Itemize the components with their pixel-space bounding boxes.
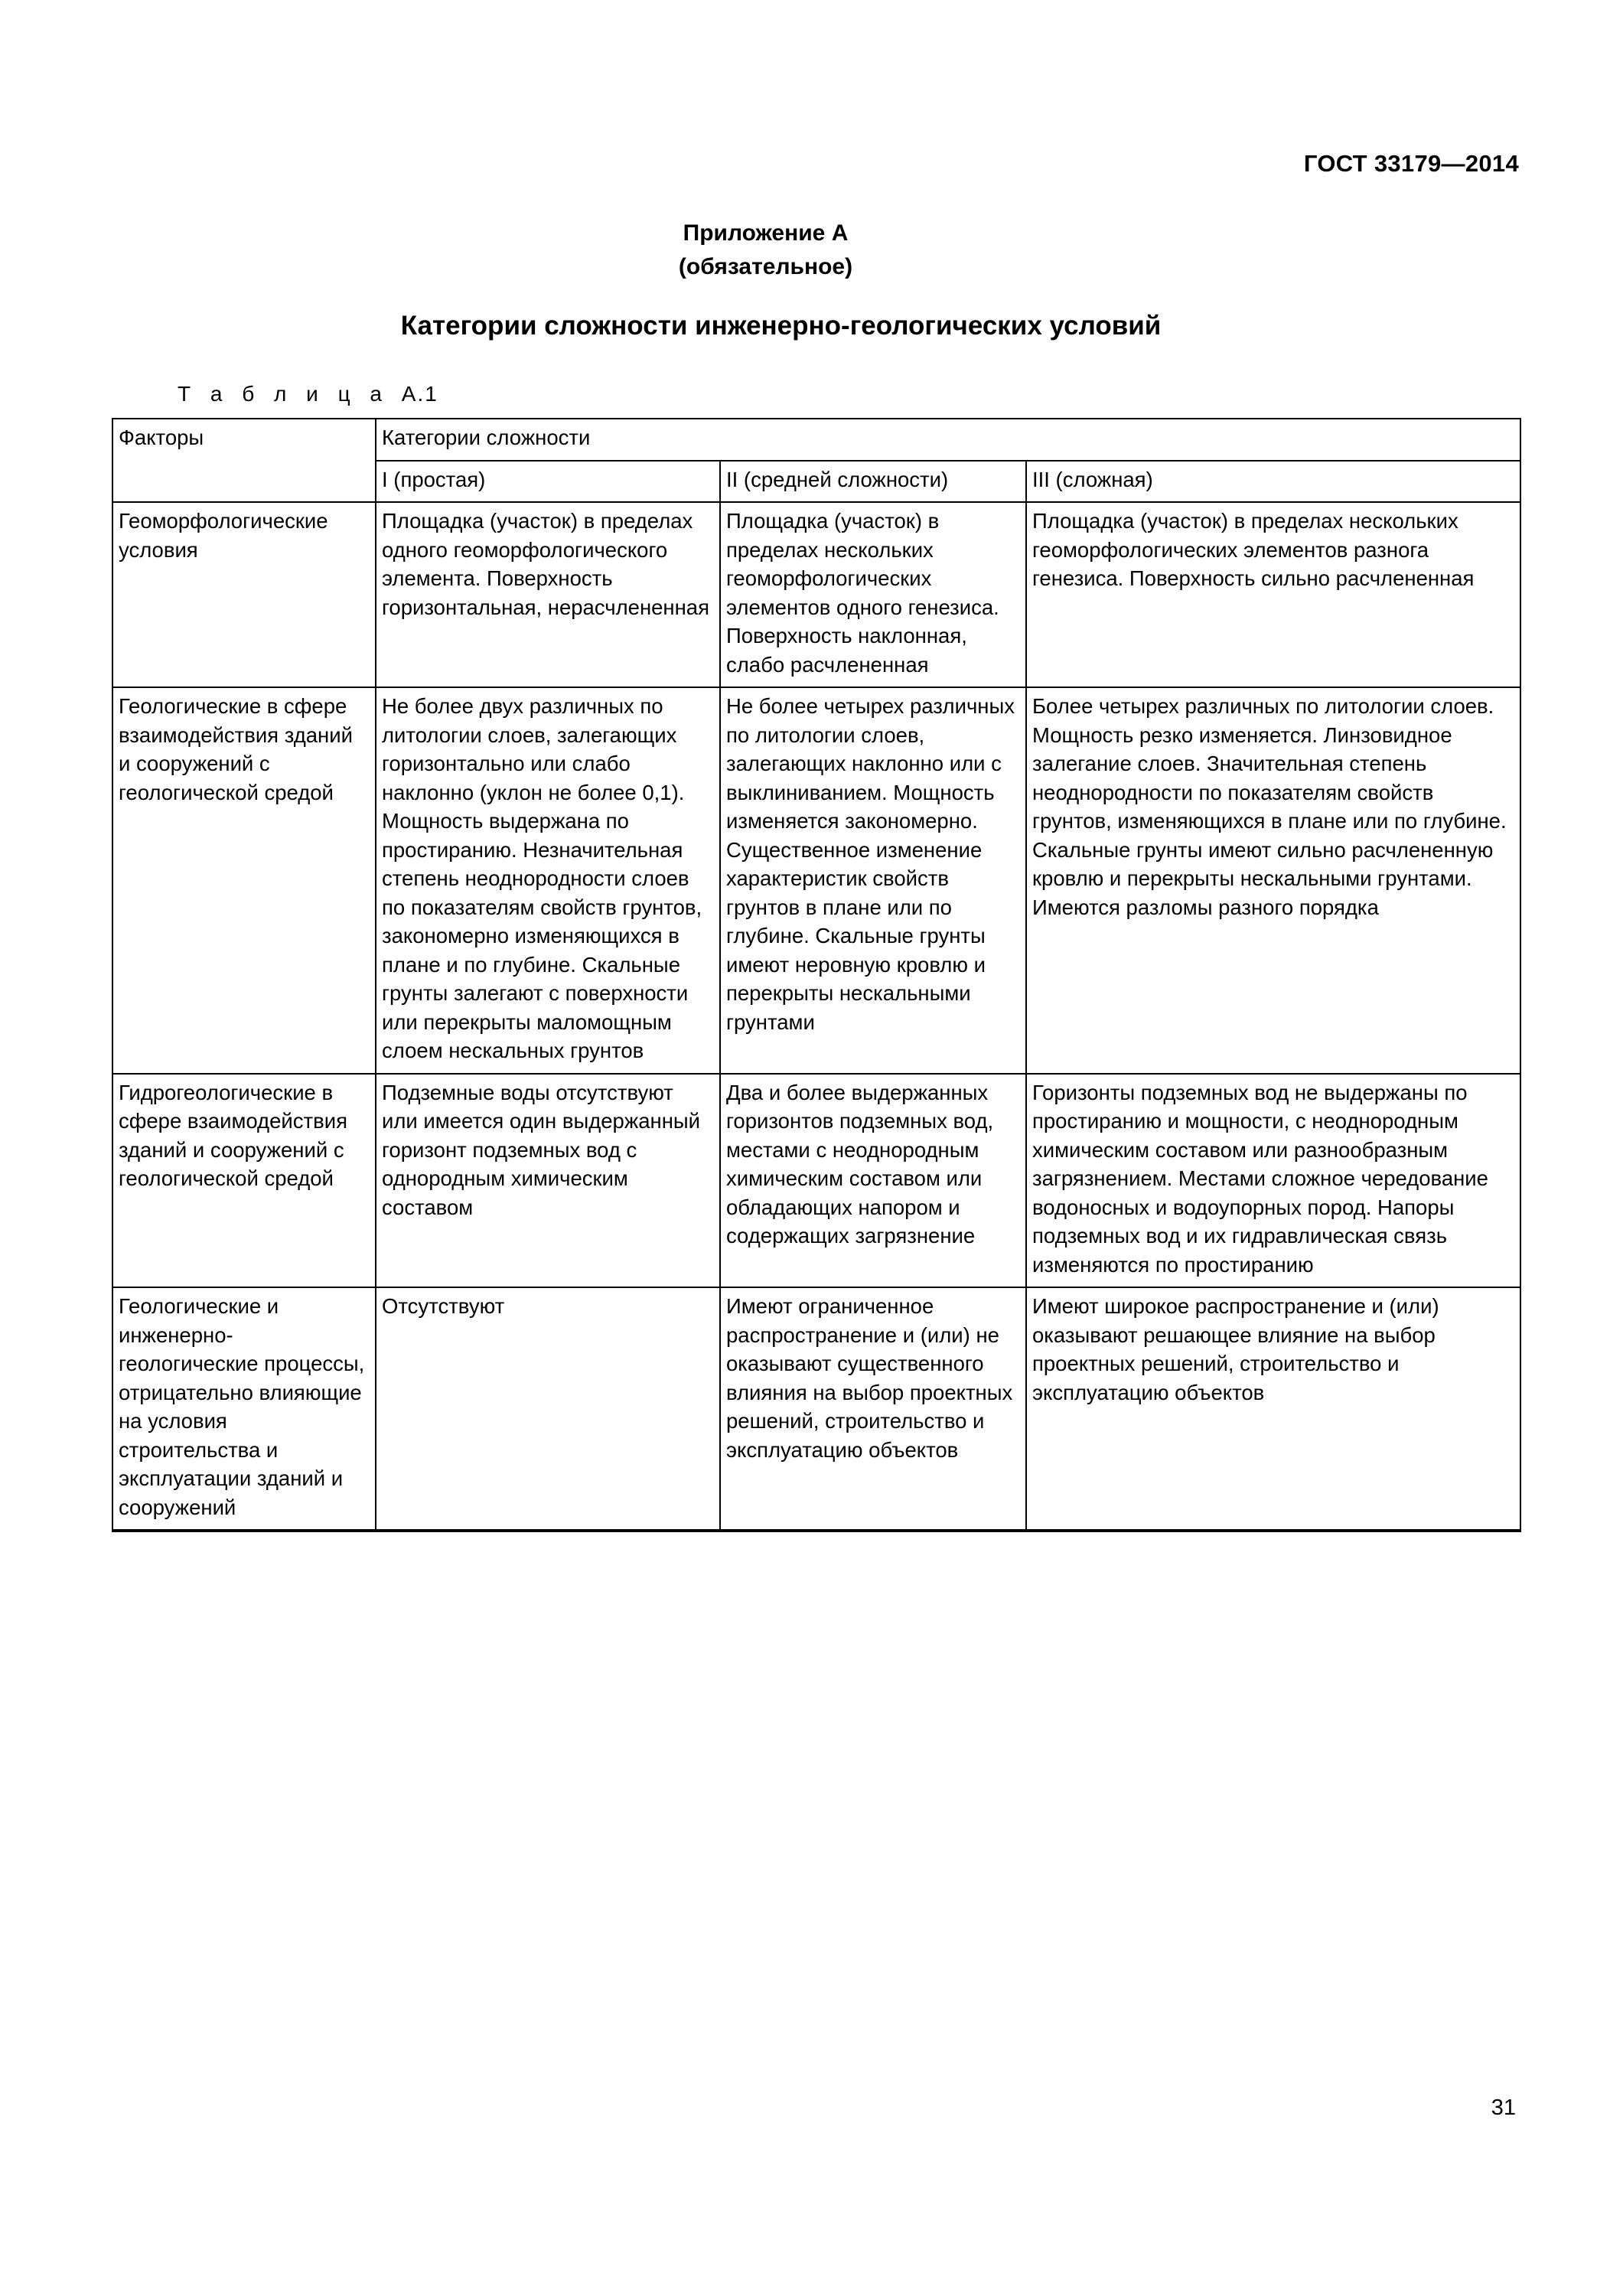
cell-category-2: Два и более выдержанных горизонтов подземных вод, местами с неоднородным химическим составом или обладающих напором и содержащих загрязнение	[720, 1074, 1026, 1288]
cell-factor: Геологические в сфере взаимодействия зданий и сооружений с геологической средой	[112, 687, 376, 1074]
cell-factor: Геоморфологические условия	[112, 502, 376, 687]
cell-category-2: Не более четырех различных по литологии слоев, залегающих наклонно или с выклиниванием. Мощность изменяется закономерно. Существенное изменение характеристик свойств грунтов в плане или по глубине. Скальные грунты имеют неровную кровлю и перекрыты нескальными грунтами	[720, 687, 1026, 1074]
cell-category-2: Имеют ограниченное распространение и (или) не оказывают существенного влияния на выбор проектных решений, строительство и эксплуатацию объектов	[720, 1287, 1026, 1531]
standard-number-header: ГОСТ 33179—2014	[1303, 150, 1519, 177]
cell-category-3: Имеют широкое распространение и (или) оказывают решающее влияние на выбор проектных решений, строительство и эксплуатацию объектов	[1026, 1287, 1520, 1531]
table-row	[112, 502, 1520, 687]
table-row	[112, 1287, 1520, 1531]
table-caption	[178, 382, 438, 406]
cell-category-1: Подземные воды отсутствуют или имеется один выдержанный горизонт подземных вод с однородным химическим составом	[376, 1074, 720, 1288]
cell-category-1: Площадка (участок) в пределах одного геоморфологического элемента. Поверхность горизонтальная, нерасчлененная	[376, 502, 720, 687]
column-header-category-2: II (средней сложности)	[720, 461, 1026, 503]
table-body	[112, 502, 1520, 1531]
appendix-heading	[0, 217, 1623, 284]
table-caption-number: А.1	[401, 382, 438, 406]
appendix-subtitle: (обязательное)	[678, 254, 853, 279]
table-row	[112, 1074, 1520, 1288]
table-header-row-group	[112, 419, 1520, 461]
table-caption-prefix: Т а б л и ц а	[178, 382, 389, 406]
page-title: Категории сложности инженерно-геологических условий	[400, 311, 1162, 341]
column-header-categories-group: Категории сложности	[376, 419, 1520, 461]
cell-category-1: Отсутствуют	[376, 1287, 720, 1531]
column-header-category-3: III (сложная)	[1026, 461, 1520, 503]
page-number: 31	[1491, 2095, 1516, 2120]
column-header-category-1: I (простая)	[376, 461, 720, 503]
column-header-factors: Факторы	[112, 419, 376, 502]
table-row	[112, 687, 1520, 1074]
table-header	[112, 419, 1520, 502]
appendix-title: Приложение А	[683, 220, 849, 246]
table-a1-wrapper	[112, 418, 1520, 1532]
cell-category-1: Не более двух различных по литологии слоев, залегающих горизонтально или слабо наклонно (уклон не более 0,1). Мощность выдержана по простиранию. Незначительная степень неоднородности слоев по показателям свойств грунтов, закономерно изменяющихся в плане и по глубине. Скальные грунты залегают с поверхности или перекрыты маломощным слоем нескальных грунтов	[376, 687, 720, 1074]
cell-factor: Геологические и инженерно-геологические процессы, отрицательно влияющие на условия строительства и эксплуатации зданий и сооружений	[112, 1287, 376, 1531]
cell-category-3: Более четырех различных по литологии слоев. Мощность резко изменяется. Линзовидное залегание слоев. Значительная степень неоднородности по показателям свойств грунтов, изменяющихся в плане или по глубине. Скальные грунты имеют сильно расчлененную кровлю и перекрыты нескальными грунтами. Имеются разломы разного порядка	[1026, 687, 1520, 1074]
cell-category-2: Площадка (участок) в пределах нескольких геоморфологических элементов одного генезиса. Поверхность наклонная, слабо расчлененная	[720, 502, 1026, 687]
cell-category-3: Горизонты подземных вод не выдержаны по простиранию и мощности, с неоднородным химическим составом или разнообразным загрязнением. Местами сложное чередование водоносных и водоупорных пород. Напоры подземных вод и их гидравлическая связь изменяются по простиранию	[1026, 1074, 1520, 1288]
table-a1	[112, 418, 1521, 1532]
cell-category-3: Площадка (участок) в пределах нескольких геоморфологических элементов разнога генезиса. Поверхность сильно расчлененная	[1026, 502, 1520, 687]
cell-factor: Гидрогеологические в сфере взаимодействия зданий и сооружений с геологической средой	[112, 1074, 376, 1288]
